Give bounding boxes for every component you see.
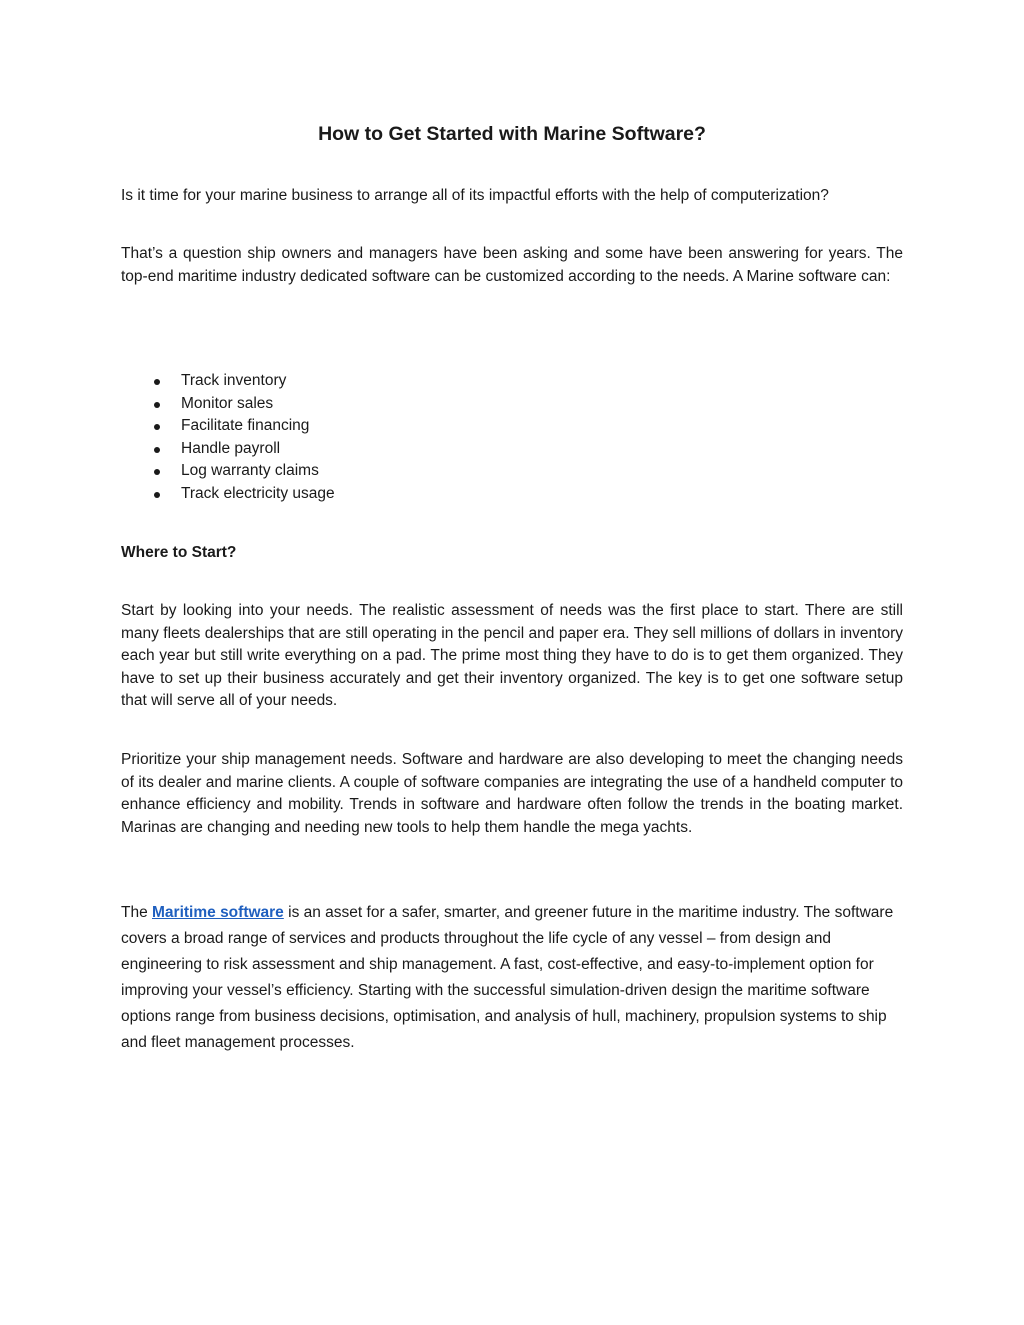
second-paragraph: That’s a question ship owners and managers have been asking and some have been answering for years. The top-end maritime industry dedicated software can be customized according to the needs. A Marine software can: — [121, 245, 903, 285]
list-item-text: Monitor sales — [181, 394, 274, 412]
list-item-text: Log warranty claims — [181, 462, 319, 479]
list-item-text: Facilitate financing — [181, 417, 310, 434]
final-paragraph-suffix: is an asset for a safer, smarter, and greener future in the maritime industry. The software covers a broad range of services and products throughout the life cycle of any vessel – from design and engineering to risk assessment and ship management. A fast, cost-effective, and easy-to-implement option for improving your vessel’s efficiency. Starting with the successful simulation-driven design the maritime software options range from business decisions, optimisation, and analysis of hull, machinery, propulsion systems to ship and fleet management processes. — [121, 904, 894, 1051]
second-paragraph-block — [121, 243, 903, 288]
list-item — [121, 438, 903, 461]
list-item — [121, 415, 903, 438]
needs-paragraph-block — [121, 600, 903, 713]
bullet-icon — [154, 447, 160, 453]
list-item — [121, 460, 903, 483]
page-title: How to Get Started with Marine Software? — [318, 123, 706, 145]
bullet-icon — [154, 492, 160, 498]
final-paragraph — [121, 900, 903, 1056]
list-item-text: Track electricity usage — [181, 484, 335, 502]
bullet-icon — [154, 469, 160, 475]
bullet-icon — [154, 424, 160, 430]
section-heading: Where to Start? — [121, 544, 237, 561]
final-paragraph-prefix: The — [121, 904, 153, 921]
list-item — [121, 393, 903, 416]
intro-paragraph-block — [121, 185, 903, 208]
list-item — [121, 370, 903, 393]
final-paragraph-block — [121, 900, 903, 1056]
feature-list — [121, 370, 903, 505]
bullet-icon — [154, 379, 160, 385]
prioritize-paragraph: Prioritize your ship management needs. Software and hardware are also developing to meet the changing needs of its dealer and marine clients. A couple of software companies are integrating the use of a handheld computer to enhance efficiency and mobility. Trends in software and hardware often follow the trends in the boating market. Marinas are changing and needing new tools to help them handle the mega yachts. — [121, 751, 903, 836]
prioritize-paragraph-block — [121, 749, 903, 839]
bullet-icon — [154, 402, 160, 408]
list-item-text: Handle payroll — [181, 439, 281, 457]
list-item-text: Track inventory — [181, 372, 287, 389]
needs-paragraph: Start by looking into your needs. The realistic assessment of needs was the first place to start. There are still many fleets dealerships that are still operating in the pencil and paper era. They sell millions of dollars in inventory each year but still write everything on a pad. The prime most thing they have to do is to get them organized. They have to set up their business accurately and get their inventory organized. The key is to get one software setup that will serve all of your needs. — [121, 602, 903, 709]
list-item — [121, 483, 903, 506]
intro-paragraph: Is it time for your marine business to arrange all of its impactful efforts with the help of computerization? — [121, 187, 829, 204]
maritime-software-link[interactable]: Maritime software — [152, 904, 284, 921]
